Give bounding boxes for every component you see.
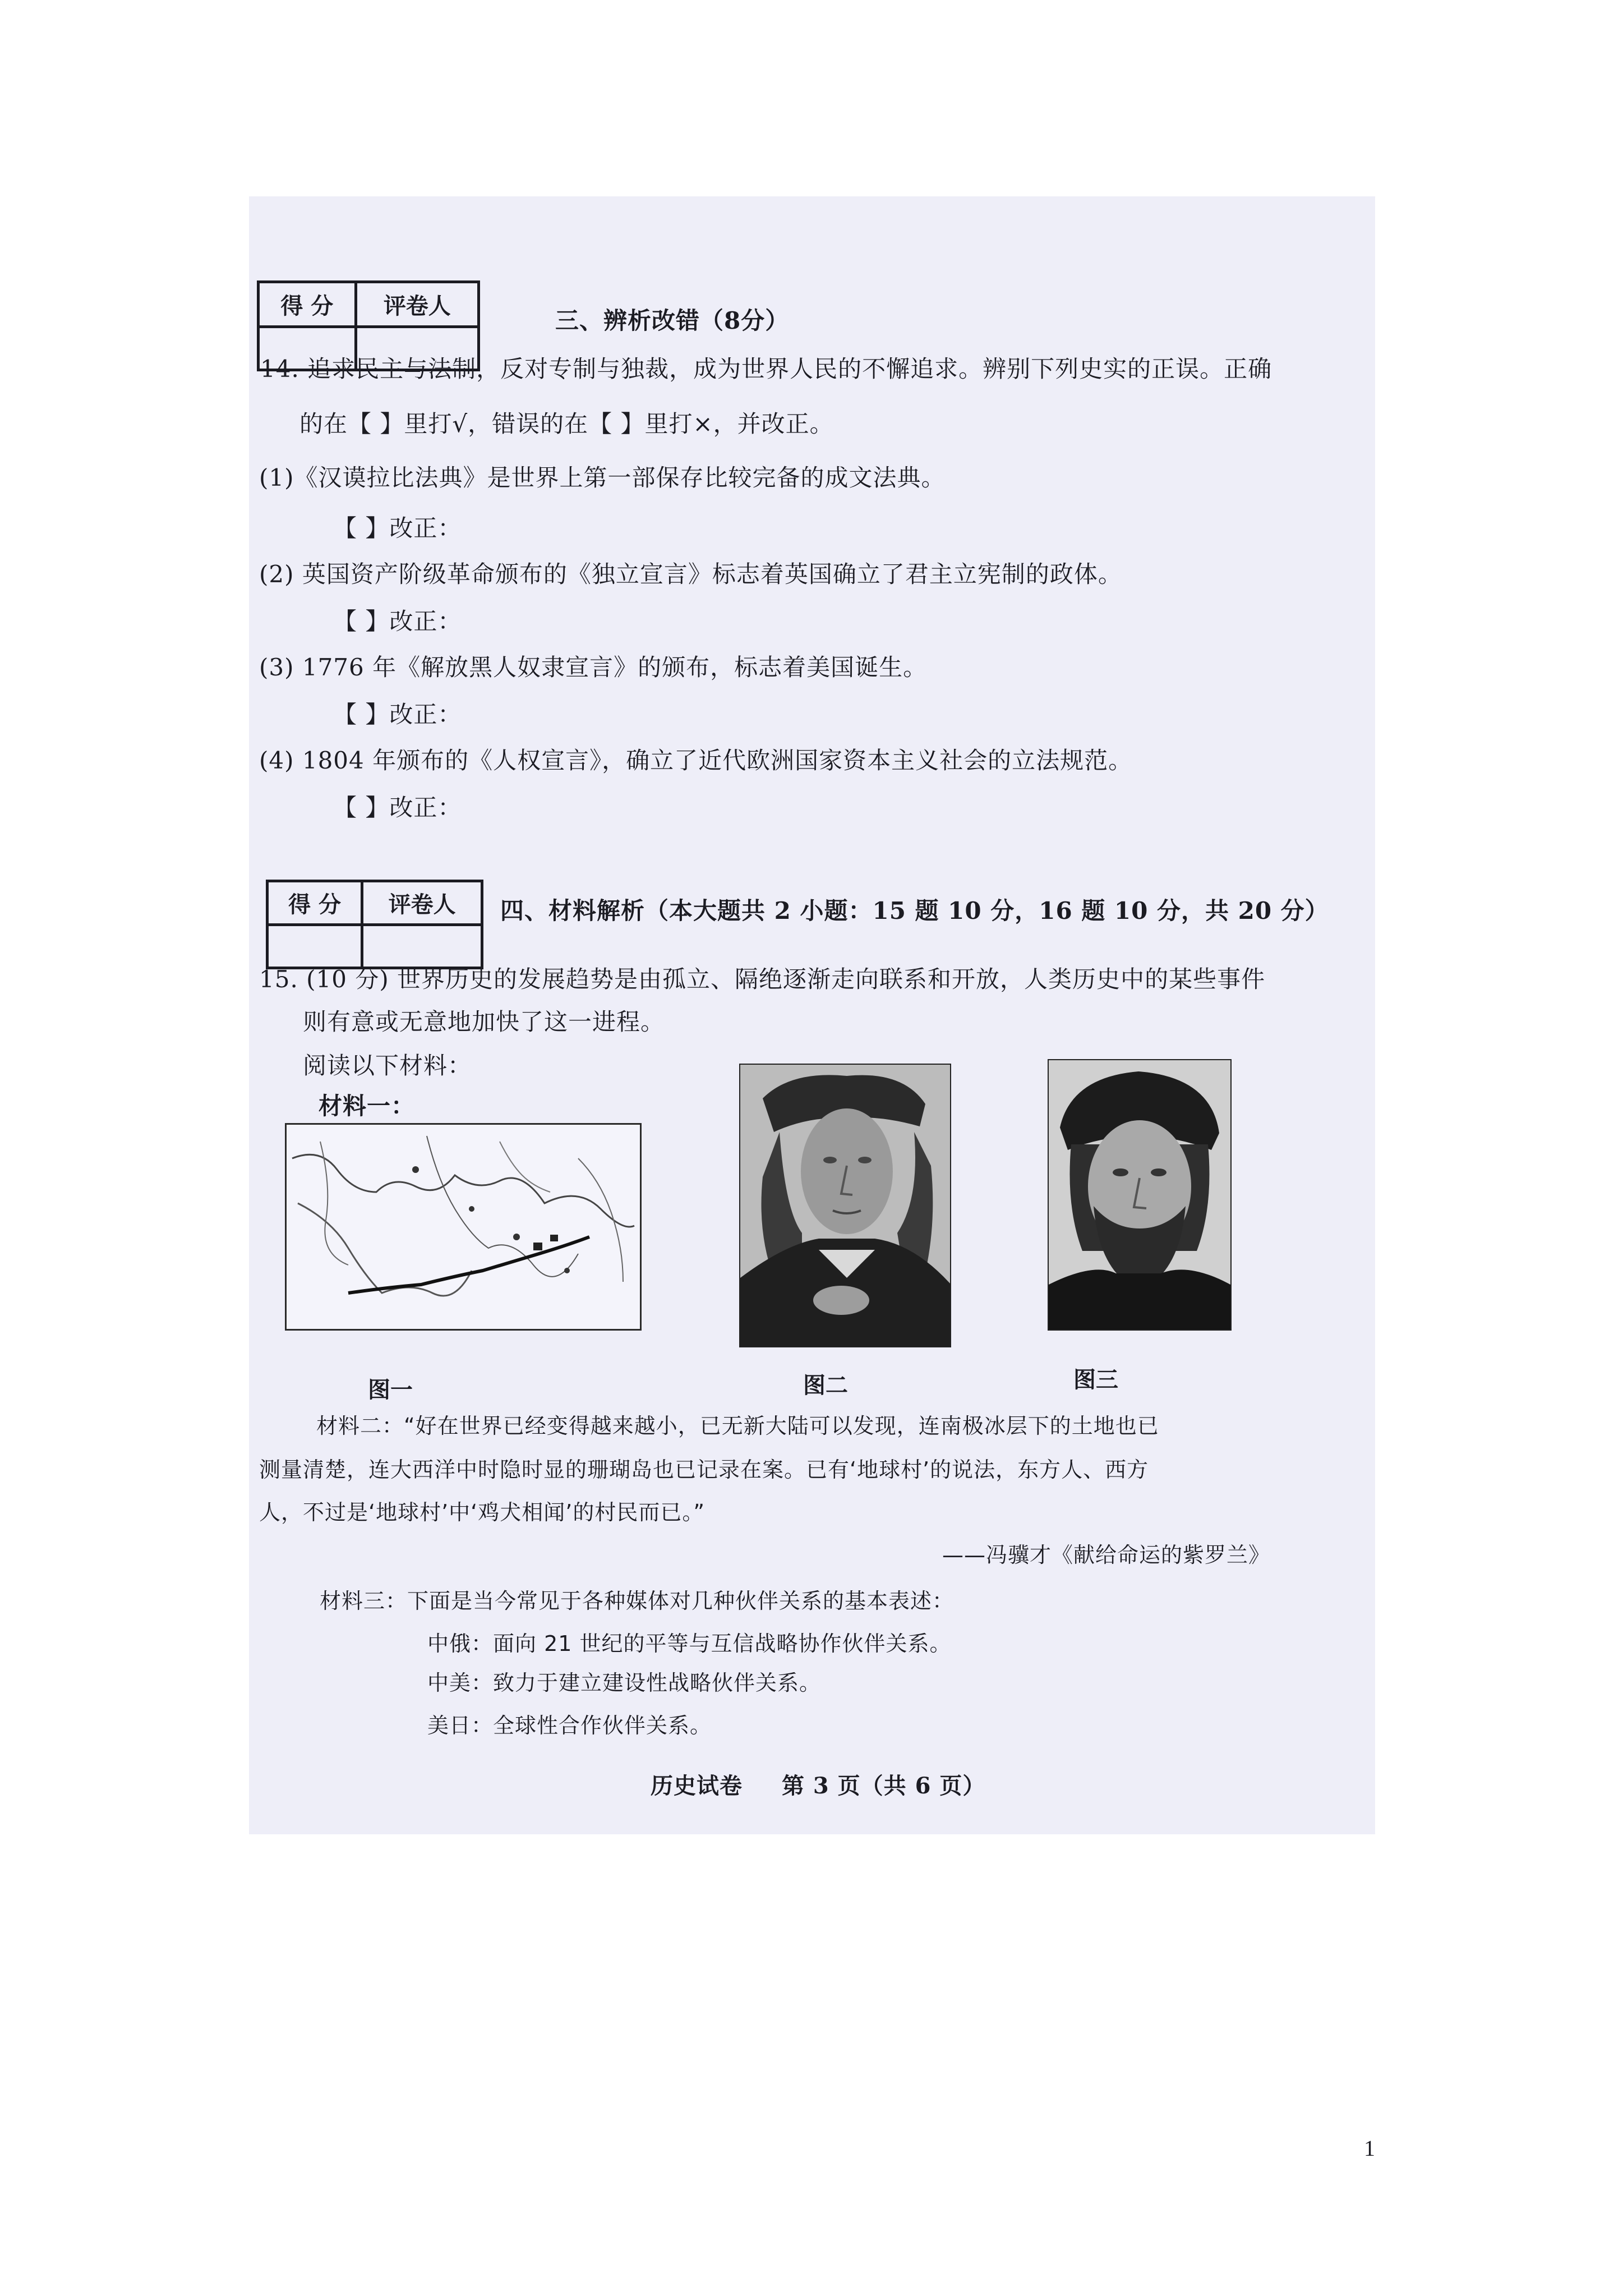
figure3-portrait xyxy=(1048,1059,1232,1331)
section3-title: 三、辨析改错（8分） xyxy=(555,307,790,334)
material1-label: 材料一： xyxy=(319,1092,416,1120)
q14-stem-line1: 14. 追求民主与法制，反对专制与独裁，成为世界人民的不懈追求。辨别下列史实的正误。正确 xyxy=(260,355,1272,383)
q14-item-3: (3) 1776 年《解放黑人奴隶宣言》的颁布，标志着美国诞生。 xyxy=(259,654,928,681)
score-label: 得 分 xyxy=(268,881,362,925)
q14-item-1: (1)《汉谟拉比法典》是世界上第一部保存比较完备的成文法典。 xyxy=(259,464,946,491)
scanned-exam-page xyxy=(249,196,1375,1834)
material3-item-3: 美日：全球性合作伙伴关系。 xyxy=(427,1713,712,1738)
material2-line2: 测量清楚，连大西洋中时隐时显的珊瑚岛也已记录在案。已有‘地球村’的说法，东方人、西方 xyxy=(259,1457,1149,1482)
q14-item-3-answer: 【 】改正： xyxy=(333,701,462,728)
figure1-caption: 图一 xyxy=(368,1377,413,1403)
grader-label: 评卷人 xyxy=(362,881,482,925)
map-drawing xyxy=(287,1125,640,1329)
q15-stem-line2: 则有意或无意地加快了这一进程。 xyxy=(303,1008,665,1036)
material3-intro: 材料三：下面是当今常见于各种媒体对几种伙伴关系的基本表述： xyxy=(320,1589,955,1613)
score-box xyxy=(266,880,483,969)
material3-item-2: 中美：致力于建立建设性战略伙伴关系。 xyxy=(427,1671,822,1695)
material3-item-1: 中俄：面向 21 世纪的平等与互信战略协作伙伴关系。 xyxy=(427,1631,952,1656)
footer-page-info: 第 3 页（共 6 页） xyxy=(782,1773,986,1799)
material2-line3: 人，不过是‘地球村’中‘鸡犬相闻’的村民而已。” xyxy=(259,1500,706,1525)
figure1-map xyxy=(285,1123,642,1331)
q14-stem-line2: 的在【 】里打√，错误的在【 】里打×，并改正。 xyxy=(299,410,834,438)
read-materials: 阅读以下材料： xyxy=(303,1052,472,1079)
figure2-caption: 图二 xyxy=(803,1372,848,1398)
grader-label: 评卷人 xyxy=(356,282,478,327)
portrait-drawing xyxy=(1049,1060,1230,1329)
q14-item-4: (4) 1804 年颁布的《人权宣言》，确立了近代欧洲国家资本主义社会的立法规范。 xyxy=(259,747,1133,774)
q14-item-1-answer: 【 】改正： xyxy=(333,514,462,542)
score-label: 得 分 xyxy=(259,282,356,327)
material2-source: ——冯骥才《献给命运的紫罗兰》 xyxy=(942,1543,1271,1567)
figure3-caption: 图三 xyxy=(1073,1366,1118,1393)
section4-title: 四、材料解析（本大题共 2 小题：15 题 10 分，16 题 10 分，共 20 分） xyxy=(500,897,1329,924)
q14-item-4-answer: 【 】改正： xyxy=(333,794,462,821)
portrait-drawing xyxy=(740,1065,950,1346)
page-number: 1 xyxy=(1364,2136,1375,2161)
q15-stem-line1: 15. (10 分) 世界历史的发展趋势是由孤立、隔绝逐渐走向联系和开放，人类历史中的某些事件 xyxy=(259,965,1266,993)
q14-item-2: (2) 英国资产阶级革命颁布的《独立宣言》标志着英国确立了君主立宪制的政体。 xyxy=(259,560,1122,588)
q14-item-2-answer: 【 】改正： xyxy=(333,608,462,635)
footer-subject: 历史试卷 xyxy=(651,1773,743,1799)
grader-cell xyxy=(362,925,482,968)
score-cell xyxy=(268,925,362,968)
material2-line1: 材料二：“好在世界已经变得越来越小，已无新大陆可以发现，连南极冰层下的土地也已 xyxy=(316,1414,1159,1438)
figure2-portrait xyxy=(739,1064,951,1347)
